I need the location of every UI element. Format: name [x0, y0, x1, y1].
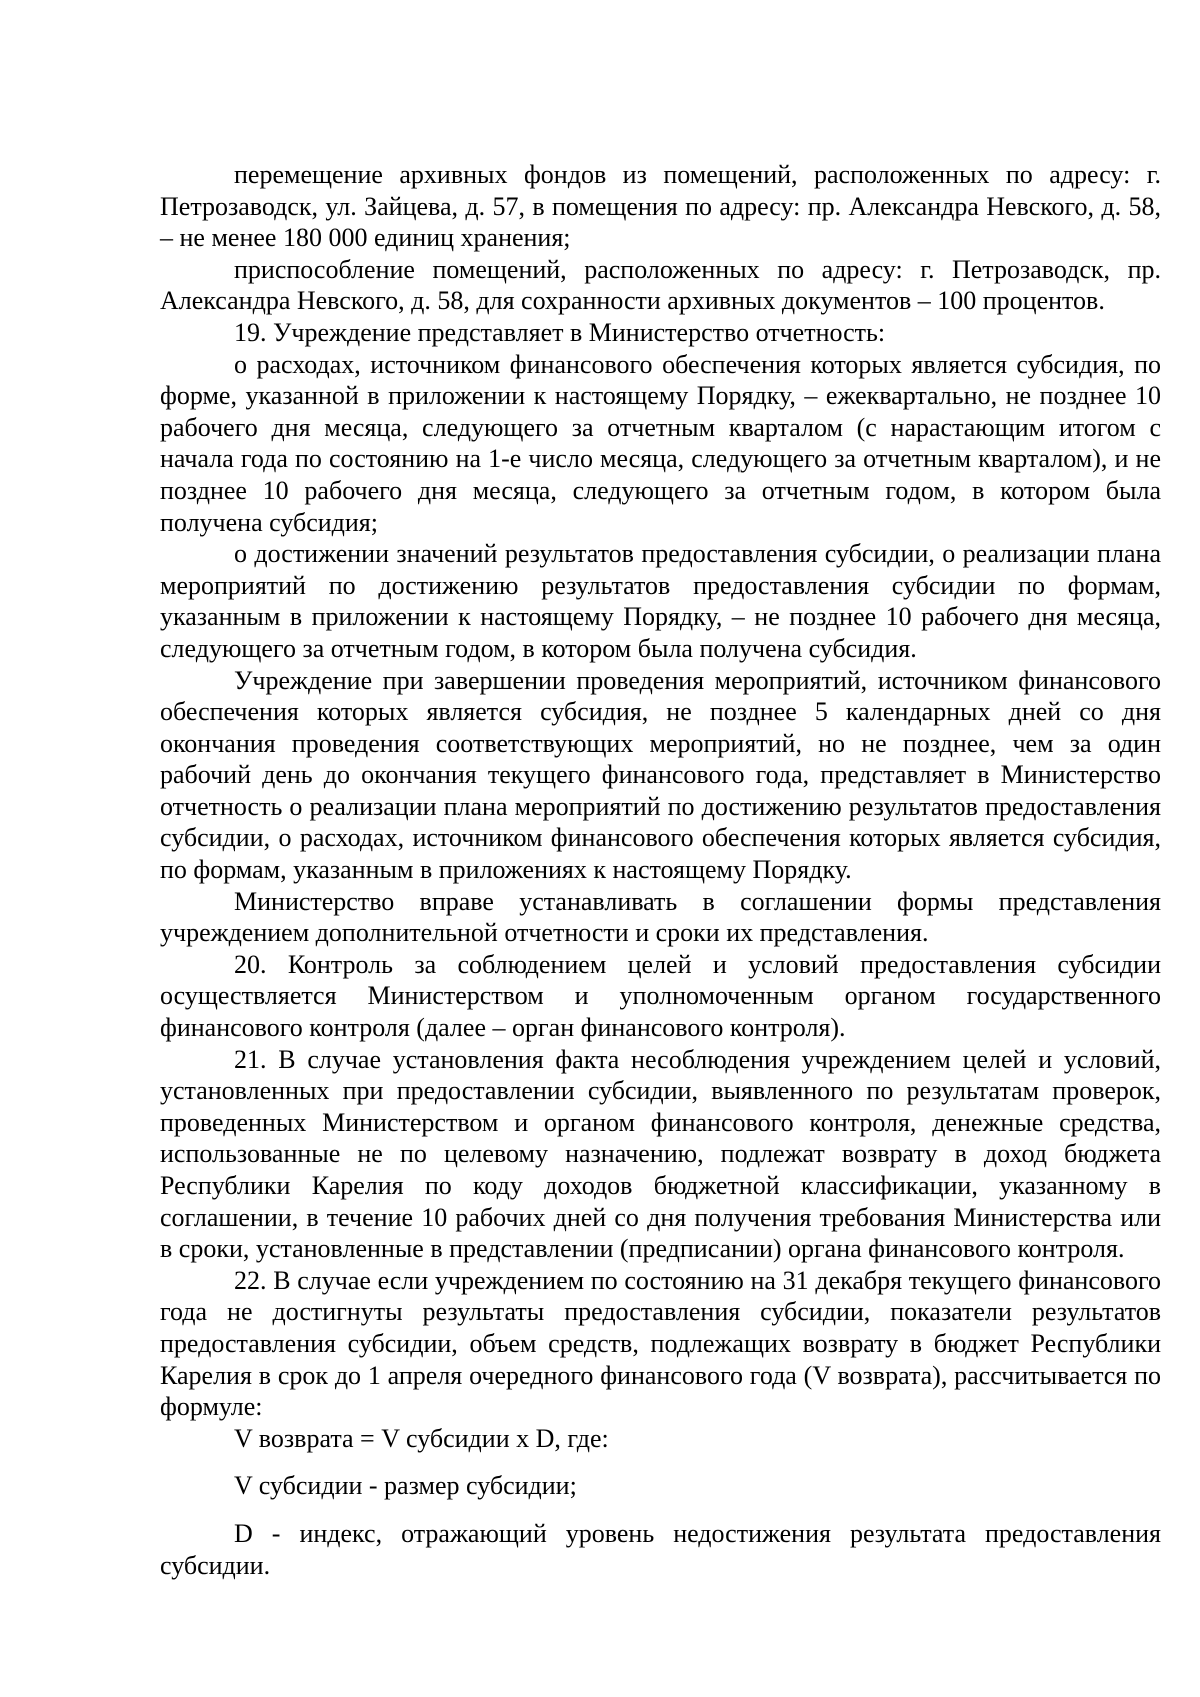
paragraph-expense-reporting: о расходах, источником финансового обеспечения которых является субсидия, по форме, указанной в приложении к настоящему Порядку, – ежеквартально, не позднее 10 рабочего дня месяца, следующего за отчетным кварталом (с нарастающим итогом с начала года по состоянию на 1-е число месяца, следующего за отчетным кварталом), и не позднее 10 рабочего дня месяца, следующего за отчетным годом, в котором была получена субсидия; — [160, 349, 1161, 537]
formula-definition-v-subsidy: V субсидии - размер субсидии; — [234, 1471, 577, 1501]
paragraph-item-21: 21. В случае установления факта несоблюдения учреждением целей и условий, установленных при предоставлении субсидии, выявленного по результатам проверок, проведенных Министерством и органом финансового контроля, денежные средства, использованные не по целевому назначению, подлежат возврату в доход бюджета Республики Карелия по коду доходов бюджетной классификации, указанному в соглашении, в течение 10 рабочих дней со дня получения требования Министерства или в сроки, установленные в представлении (предписании) органа финансового контроля. — [160, 1044, 1161, 1264]
formula-definition-d-index: D - индекс, отражающий уровень недостижения результата предоставления субсидии. — [160, 1518, 1161, 1580]
paragraph-completion-reporting: Учреждение при завершении проведения мероприятий, источником финансового обеспечения которых является субсидия, не позднее 5 календарных дней со дня окончания проведения соответствующих мероприятий, но не позднее, чем за один рабочий день до окончания текущего финансового года, представляет в Министерство отчетность о реализации плана мероприятий по достижению результатов предоставления субсидии, о расходах, источником финансового обеспечения которых является субсидия, по формам, указанным в приложениях к настоящему Порядку. — [160, 665, 1161, 885]
paragraph-additional-reporting: Министерство вправе устанавливать в соглашении формы представления учреждением дополнительной отчетности и сроки их представления. — [160, 886, 1161, 948]
document-page — [160, 159, 1161, 1581]
paragraph-item-19: 19. Учреждение представляет в Министерство отчетность: — [234, 317, 886, 347]
formula-line: V возврата = V субсидии x D, где: — [234, 1423, 609, 1453]
paragraph-premises-adaptation: приспособление помещений, расположенных по адресу: г. Петрозаводск, пр. Александра Невского, д. 58, для сохранности архивных документов – 100 процентов. — [160, 254, 1161, 316]
paragraph-results-reporting: о достижении значений результатов предоставления субсидии, о реализации плана мероприятий по достижению результатов предоставления субсидии по формам, указанным в приложении к настоящему Порядку, – не позднее 10 рабочего дня месяца, следующего за отчетным годом, в котором была получена субсидия. — [160, 539, 1161, 663]
paragraph-item-20: 20. Контроль за соблюдением целей и условий предоставления субсидии осуществляется Министерством и уполномоченным органом государственного финансового контроля (далее – орган финансового контроля). — [160, 949, 1161, 1043]
paragraph-archive-move: перемещение архивных фондов из помещений, расположенных по адресу: г. Петрозаводск, ул. Зайцева, д. 57, в помещения по адресу: пр. Александра Невского, д. 58, – не менее 180 000 единиц хранения; — [160, 160, 1161, 253]
paragraph-item-22: 22. В случае если учреждением по состоянию на 31 декабря текущего финансового года не достигнуты результаты предоставления субсидии, показатели результатов предоставления субсидии, объем средств, подлежащих возврату в бюджет Республики Карелия в срок до 1 апреля очередного финансового года (V возврата), рассчитывается по формуле: — [160, 1265, 1161, 1422]
